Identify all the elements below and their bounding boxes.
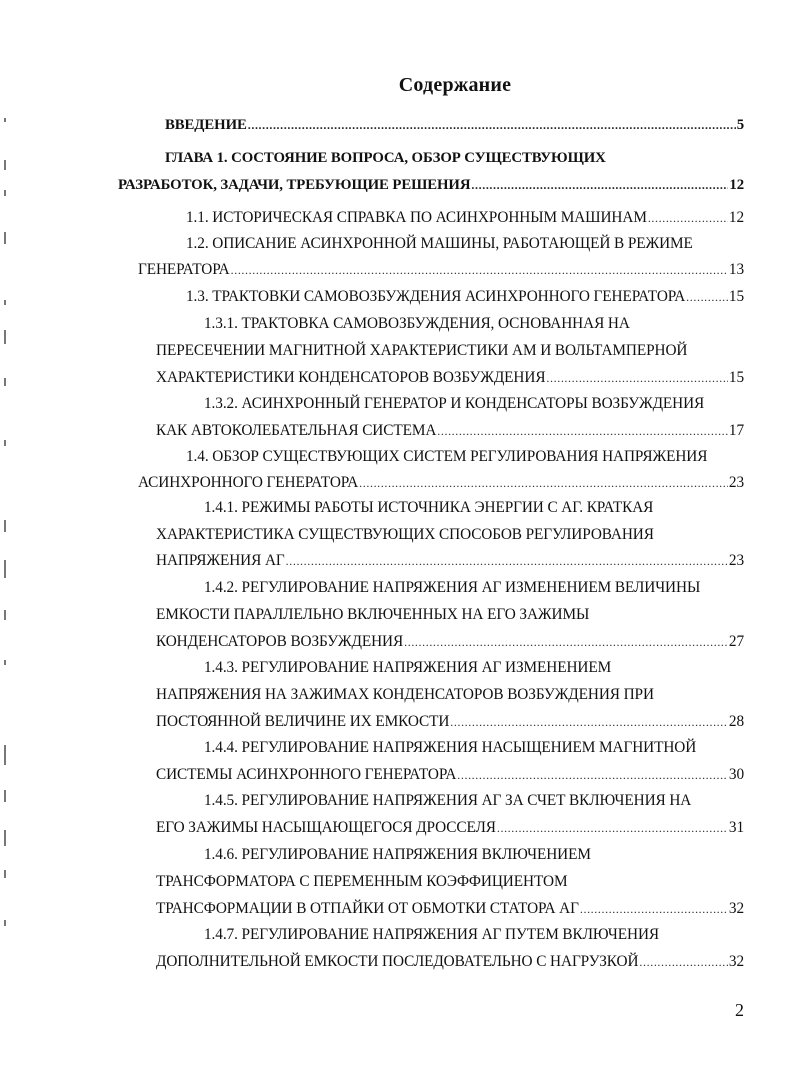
toc-entry-title: ЕГО ЗАЖИМЫ НАСЫЩАЮЩЕГОСЯ ДРОССЕЛЯ [156, 819, 496, 836]
toc-leader-dots [580, 898, 728, 920]
toc-entry [186, 207, 744, 229]
toc-entry-page: 17 [728, 422, 744, 439]
toc-entry-line [156, 604, 589, 626]
toc-leader-dots [404, 631, 728, 653]
toc-leader-dots [248, 114, 736, 136]
toc-leader-dots [457, 764, 728, 786]
toc-entry-page: 15 [728, 288, 744, 305]
toc-entry [165, 114, 744, 136]
toc-entry-title: НАПРЯЖЕНИЯ АГ [156, 552, 285, 569]
toc-entry-title: ПОСТОЯННОЙ ВЕЛИЧИНЕ ИХ ЕМКОСТИ [156, 713, 450, 730]
toc-entry-title: 1.4.1. РЕЖИМЫ РАБОТЫ ИСТОЧНИКА ЭНЕРГИИ С АГ. КРАТКАЯ [204, 499, 654, 516]
toc-entry [156, 898, 744, 920]
toc-entry [156, 764, 744, 786]
page-title: Содержание [398, 74, 512, 96]
toc-entry-title: ГЛАВА 1. СОСТОЯНИЕ ВОПРОСА, ОБЗОР СУЩЕСТВУЮЩИХ [165, 150, 606, 166]
toc-entry-title: РАЗРАБОТОК, ЗАДАЧИ, ТРЕБУЮЩИЕ РЕШЕНИЯ [118, 177, 471, 193]
toc-entry-page: 5 [736, 117, 744, 133]
toc-leader-dots [648, 207, 728, 229]
toc-entry-line [204, 844, 591, 866]
toc-entry-title: 1.4. ОБЗОР СУЩЕСТВУЮЩИХ СИСТЕМ РЕГУЛИРОВАНИЯ НАПРЯЖЕНИЯ [186, 448, 708, 465]
toc-entry-page: 15 [728, 369, 744, 386]
toc-entry-line [165, 147, 606, 169]
toc-leader-dots [450, 711, 728, 733]
toc-entry-page: 31 [728, 819, 744, 836]
page-number: 2 [735, 1000, 744, 1020]
toc-entry [118, 174, 744, 196]
toc-entry-title: КАК АВТОКОЛЕБАТЕЛЬНАЯ СИСТЕМА [156, 422, 437, 439]
toc-entry-line [204, 790, 691, 812]
toc-entry-line [156, 684, 654, 706]
toc-entry-title: 1.3.2. АСИНХРОННЫЙ ГЕНЕРАТОР И КОНДЕНСАТОРЫ ВОЗБУЖДЕНИЯ [204, 395, 705, 412]
toc-entry-title: 1.3. ТРАКТОВКИ САМОВОЗБУЖДЕНИЯ АСИНХРОННОГО ГЕНЕРАТОРА [186, 288, 686, 305]
toc-entry-page: 13 [728, 261, 744, 278]
toc-entry-title: АСИНХРОННОГО ГЕНЕРАТОРА [138, 474, 359, 491]
toc-entry [138, 259, 744, 281]
toc-entry-page: 32 [728, 900, 744, 917]
toc-entry-title: ХАРАКТЕРИСТИКИ КОНДЕНСАТОРОВ ВОЗБУЖДЕНИЯ [156, 369, 546, 386]
toc-entry-title: ГЕНЕРАТОРА [138, 261, 230, 278]
toc-entry-title: ПЕРЕСЕЧЕНИИ МАГНИТНОЙ ХАРАКТЕРИСТИКИ АМ И ВОЛЬТАМПЕРНОЙ [156, 342, 688, 359]
toc-leader-dots [497, 817, 728, 839]
toc-entry-line [156, 340, 687, 362]
toc-entry-title: СИСТЕМЫ АСИНХРОННОГО ГЕНЕРАТОРА [156, 766, 457, 783]
toc-entry-line [204, 497, 653, 519]
toc-entry-page: 27 [728, 633, 744, 650]
toc-entry-title: 1.1. ИСТОРИЧЕСКАЯ СПРАВКА ПО АСИНХРОННЫМ МАШИНАМ [186, 209, 647, 226]
toc-entry-title: ЕМКОСТИ ПАРАЛЛЕЛЬНО ВКЛЮЧЕННЫХ НА ЕГО ЗАЖИМЫ [156, 606, 590, 623]
toc-entry-title: 1.4.3. РЕГУЛИРОВАНИЕ НАПРЯЖЕНИЯ АГ ИЗМЕНЕНИЕМ [204, 659, 612, 676]
toc-entry-line [186, 446, 707, 468]
toc-leader-dots [286, 550, 728, 572]
toc-entry-title: НАПРЯЖЕНИЯ НА ЗАЖИМАХ КОНДЕНСАТОРОВ ВОЗБУЖДЕНИЯ ПРИ [156, 686, 654, 703]
toc-entry [156, 550, 744, 572]
toc-entry-line [204, 924, 659, 946]
toc-entry [186, 286, 744, 308]
toc-entry [156, 367, 744, 389]
toc-entry-title: 1.4.2. РЕГУЛИРОВАНИЕ НАПРЯЖЕНИЯ АГ ИЗМЕНЕНИЕМ ВЕЛИЧИНЫ [204, 579, 701, 596]
toc-leader-dots [546, 367, 727, 389]
toc-entry-title: ХАРАКТЕРИСТИКА СУЩЕСТВУЮЩИХ СПОСОБОВ РЕГУЛИРОВАНИЯ [156, 526, 654, 543]
toc-leader-dots [639, 951, 727, 973]
toc-entry-title: 1.4.4. РЕГУЛИРОВАНИЕ НАПРЯЖЕНИЯ НАСЫЩЕНИЕМ МАГНИТНОЙ [204, 739, 697, 756]
toc-entry [138, 472, 744, 494]
toc-entry [156, 817, 744, 839]
toc-entry-line [204, 657, 611, 679]
toc-entry-page: 32 [728, 953, 744, 970]
toc-entry-title: 1.4.7. РЕГУЛИРОВАНИЕ НАПРЯЖЕНИЯ АГ ПУТЕМ ВКЛЮЧЕНИЯ [204, 926, 660, 943]
toc-leader-dots [359, 472, 728, 494]
toc-entry-title: 1.4.5. РЕГУЛИРОВАНИЕ НАПРЯЖЕНИЯ АГ ЗА СЧЕТ ВКЛЮЧЕНИЯ НА [204, 792, 692, 809]
toc-entry-title: 1.4.6. РЕГУЛИРОВАНИЕ НАПРЯЖЕНИЯ ВКЛЮЧЕНИЕМ [204, 846, 591, 863]
toc-entry [156, 951, 744, 973]
toc-entry-title: 1.3.1. ТРАКТОВКА САМОВОЗБУЖДЕНИЯ, ОСНОВАННАЯ НА [204, 315, 630, 332]
toc-entry-line [204, 393, 704, 415]
toc-entry [156, 420, 744, 442]
toc-entry-title: ВВЕДЕНИЕ [165, 117, 247, 133]
toc-leader-dots [231, 259, 728, 281]
toc-entry-title: ТРАНСФОРМАЦИИ В ОТПАЙКИ ОТ ОБМОТКИ СТАТОРА АГ [156, 900, 579, 917]
toc-entry-title: КОНДЕНСАТОРОВ ВОЗБУЖДЕНИЯ [156, 633, 404, 650]
toc-entry-title: 1.2. ОПИСАНИЕ АСИНХРОННОЙ МАШИНЫ, РАБОТАЮЩЕЙ В РЕЖИМЕ [186, 235, 693, 252]
toc-entry-line [204, 313, 630, 335]
toc-entry-page: 23 [728, 474, 744, 491]
toc-entry [156, 631, 744, 653]
toc-entry-page: 23 [728, 552, 744, 569]
toc-leader-dots [437, 420, 728, 442]
toc-entry-line [204, 737, 696, 759]
toc-entry-page: 30 [728, 766, 744, 783]
toc-leader-dots [471, 174, 728, 196]
toc-entry-line [156, 871, 567, 893]
toc-entry-line [156, 524, 654, 546]
toc-entry-page: 28 [728, 713, 744, 730]
toc-entry-line [204, 577, 700, 599]
toc-entry-page: 12 [729, 177, 744, 193]
toc-entry [156, 711, 744, 733]
toc-entry-page: 12 [728, 209, 744, 226]
toc-leader-dots [686, 286, 728, 308]
toc-entry-title: ДОПОЛНИТЕЛЬНОЙ ЕМКОСТИ ПОСЛЕДОВАТЕЛЬНО С НАГРУЗКОЙ [156, 953, 639, 970]
scan-edge-marks [0, 0, 14, 1082]
toc-entry-line [186, 233, 693, 255]
toc-entry-title: ТРАНСФОРМАТОРА С ПЕРЕМЕННЫМ КОЭФФИЦИЕНТОМ [156, 873, 568, 890]
